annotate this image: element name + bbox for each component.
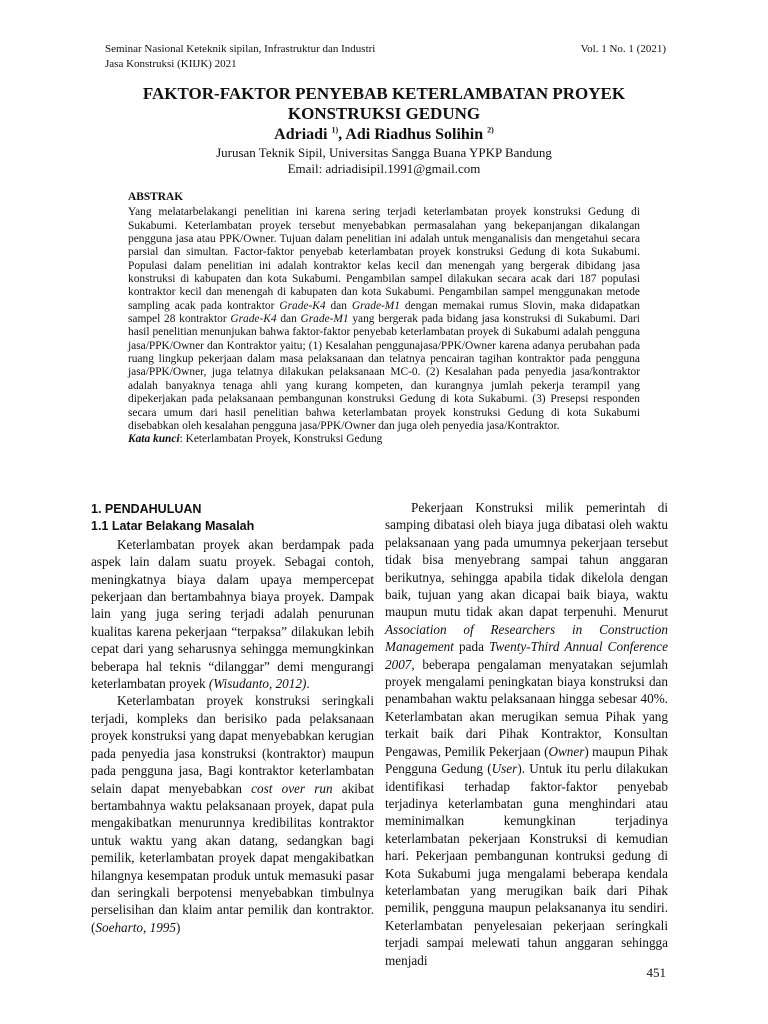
conference-line-2: Jasa Konstruksi (KIIJK) 2021 <box>105 58 237 70</box>
left-column <box>91 501 374 936</box>
running-header-conference <box>105 42 465 72</box>
abstract-block <box>128 191 640 447</box>
keywords <box>128 433 640 446</box>
paragraph: Keterlambatan proyek akan berdampak pada aspek lain dalam suatu proyek. Sebagai contoh, meningkatnya biaya dalam upaya mempercepat pekerjaan dan bertambahnya biaya proyek. Dampak lain yang juga sering terjadi adalah penurunan kualitas karena pekerjaan “terpaksa” dilakukan lebih cepat dari yang seharusnya sehingga memungkinkan beberapa hal teknis “dilanggar” demi mengurangi keterlambatan proyek (Wisudanto, 2012). <box>91 536 374 692</box>
right-column <box>385 499 668 969</box>
author-separator: , <box>338 126 346 143</box>
abstract-text: Yang melatarbelakangi penelitian ini karena sering terjadi keterlambatan proyek konstruksi Gedung di Sukabumi. Keterlambatan proyek tersebut menyebabkan permasalahan yang bekepanjangan dikalangan pengguna jasa atau PPK/Owner. Tujuan dalam penelitian ini adalah untuk menganalisis dan mengetahui secara parsial dan simultan. Factor-faktor penyebab keterlambatan proyek konstruksi Gedung di kota Sukabumi. Populasi dalam penelitian ini adalah kontraktor kelas kecil dan menengah yang bergerak dibidang jasa konstruksi di kabupaten dan kota Sukabumi. Pengambilan sampel dilakukan secara acak dari 187 populasi kontraktor kecil dan menengah di kabupaten dan kota Sukabumi. Pengambilan sampel menggunakan metode sampling acak pada kontraktor Grade-K4 dan Grade-M1 dengan memakai rumus Slovin, maka didapatkan sampel 28 kontraktor Grade-K4 dan Grade-M1 yang bergerak pada bidang jasa konstruksi di Sukabumi. Dari hasil penelitian menunjukan bahwa faktor-faktor penyebab keterlambatan proyek di Sukabumi adalah pengguna jasa/PPK/Owner dan Kontraktor yaitu; (1) Kesalahan penggunajasa/PPK/Owner karena adanya perubahan pada ruang lingkup pekerjaan dalam masa pelaksanaan dan telatnya pencairan tagihan kontraktor pada pengguna jasa/PPK/Owner, juga telatnya dilakukan pelaksanaan MC-0. (2) Kesalahan pada penyedia jasa/kontraktor adalah banyaknya tenaga ahli yang kurang kompeten, dan kurangnya jumlah pekerja terampil yang dipekerjakan pada pelaksanaan pembangunan konstruksi Gedung di kota Sukabumi. (3) Presepsi responden secara umum dari hasil penelitian bahwa keterlambatan proyek konstruksi Gedung di kota Sukabumi disebabkan oleh kesalahan pengguna jasa/PPK/Owner dan juga oleh penyedia jasa/Kontraktor. <box>128 206 640 432</box>
paper-title: FAKTOR-FAKTOR PENYEBAB KETERLAMBATAN PROYEK KONSTRUKSI GEDUNG <box>142 84 626 123</box>
author-1: Adriadi <box>274 126 328 143</box>
keywords-label: Kata kunci <box>128 433 180 446</box>
author-2: Adi Riadhus Solihin <box>345 126 484 143</box>
page-number: 451 <box>646 965 666 980</box>
subsection-heading: 1.1 Latar Belakang Masalah <box>91 519 255 534</box>
paragraph: Pekerjaan Konstruksi milik pemerintah di samping dibatasi oleh biaya juga dibatasi oleh waktu pelaksanaan yang pada umumnya pekerjaan tersebut tidak bisa menyebrang sampai tahun anggaran berikutnya, sehingga apabila tidak dikelola dengan baik, tujuan yang akan dicapai baik biaya, waktu maupun mutu tidak akan dapat terpenuhi. Menurut Association of Researchers in Construction Management pada Twenty-Third Annual Conference 2007, beberapa pengalaman menyatakan sejumlah proyek mengalami peningkatan biaya konstruksi dan penambahan waktu pelaksanaan hingga sebesar 40%. Keterlambatan akan merugikan semua Pihak yang terkait baik dari Pihak Kontraktor, Konsultan Pengawas, Pemilik Pekerjaan (Owner) maupun Pihak Pengguna Gedung (User). Untuk itu perlu dilakukan identifikasi terhadap faktor-faktor penyebab terjadinya keterlambatan guna menghindari atau meminimalkan kemungkinan terjadinya keterlambatan pekerjaan Konstruksi di kemudian hari. Pekerjaan pembangunan kontruksi gedung di Kota Sukabumi juga mengalami beberapa kendala keterlambatan yang merugikan baik dari Pihak pemilik, pengguna maupun pelaksananya itu sendiri. Keterlambatan penyelesaian pekerjaan seringkali terjadi sampai melewati tahun anggaran sehingga menjadi <box>385 500 668 968</box>
affiliation: Jurusan Teknik Sipil, Universitas Sangga Buana YPKP Bandung <box>216 145 552 160</box>
abstract-heading: ABSTRAK <box>128 191 184 203</box>
running-header-volume: Vol. 1 No. 1 (2021) <box>580 43 666 55</box>
author-2-affil-mark: 2) <box>487 125 494 135</box>
conference-line-1: Seminar Nasional Keteknik sipilan, Infrastruktur dan Industri <box>105 43 376 55</box>
author-1-affil-mark: 1) <box>331 125 339 135</box>
section-heading: 1. PENDAHULUAN <box>91 502 202 516</box>
author-line <box>100 125 668 145</box>
keywords-text: : Keterlambatan Proyek, Konstruksi Gedung <box>179 433 383 446</box>
paragraph: Keterlambatan proyek konstruksi seringkali terjadi, kompleks dan berisiko pada pelaksanaan proyek konstruksi yang dapat menyebabkan kerugian pada penyedia jasa konstruksi (kontraktor) maupun pada pengguna jasa, Bagi kontraktor keterlambatan selain dapat menyebabkan cost over run akibat bertambahnya waktu pelaksanaan proyek, dapat pula mengakibatkan menurunnya kredibilitas kontraktor untuk waktu yang akan datang, sedangkan bagi pemilik, keterlambatan proyek dapat mengakibatkan hilangnya kesempatan produk untuk memasuki pasar dan seringkali berpotensi menyebabkan timbulnya perselisihan dan klaim antar pemilik dan kontraktor. (Soeharto, 1995) <box>91 693 374 935</box>
affiliation-block <box>100 145 668 177</box>
email: Email: adriadisipil.1991@gmail.com <box>287 161 481 176</box>
